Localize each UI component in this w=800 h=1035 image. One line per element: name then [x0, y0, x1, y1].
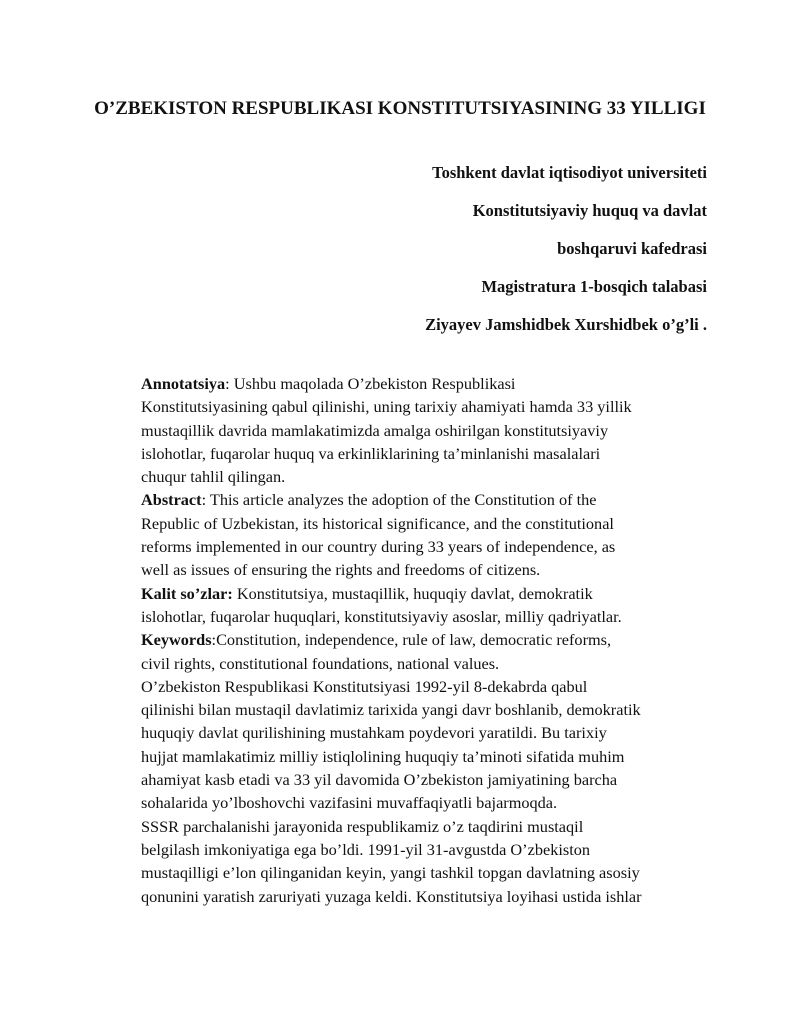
abstract-paragraph: [141, 488, 721, 581]
paper-body: [141, 372, 721, 908]
affiliation-status: Magistratura 1-bosqich talabasi: [481, 277, 707, 296]
body-line: qonunini yaratish zaruriyati yuzaga keldi. Konstitutsiya loyihasi ustida ishlar: [141, 886, 642, 906]
paper-title: O’ZBEKISTON RESPUBLIKASI KONSTITUTSIYASINING 33 YILLIGI: [94, 98, 706, 119]
keywords-line: civil rights, constitutional foundations, national values.: [141, 653, 500, 673]
annotation-line: Konstitutsiyasining qabul qilinishi, uning tarixiy ahamiyati hamda 33 yillik: [141, 397, 632, 417]
annotation-line: islohotlar, fuqarolar huquq va erkinliklarining ta’minlanishi masalalari: [141, 443, 601, 463]
body-line: ahamiyat kasb etadi va 33 yil davomida O’zbekiston jamiyatining barcha: [141, 770, 618, 790]
annotation-line: Annotatsiya: Ushbu maqolada O’zbekiston Respublikasi: [141, 374, 516, 393]
kalit-sozlar-line: islohotlar, fuqarolar huquqlari, konstitutsiyaviy asoslar, milliy qadriyatlar.: [141, 606, 622, 626]
keywords-paragraph: [141, 628, 721, 675]
kalit-sozlar-line: Kalit so’zlar: Konstitutsiya, mustaqillik, huquqiy davlat, demokratik: [141, 583, 593, 603]
body-line: sohalarida yo’lboshovchi vazifasini muvaffaqiyatli bajarmoqda.: [141, 793, 558, 813]
body-line: qilinishi bilan mustaqil davlatimiz tarixida yangi davr boshlanib, demokratik: [141, 700, 641, 720]
keywords-label: Keywords: [141, 630, 212, 650]
affiliation-department-line-2: boshqaruvi kafedrasi: [557, 239, 707, 258]
keywords-line: Keywords:Constitution, independence, rule of law, democratic reforms,: [141, 630, 612, 650]
body-line: SSSR parchalanishi jarayonida respublikamiz o’z taqdirini mustaqil: [141, 816, 584, 836]
abstract-line: Abstract: This article analyzes the adoption of the Constitution of the: [141, 490, 597, 510]
body-paragraph-2: [141, 815, 721, 908]
annotation-label: Annotatsiya: [141, 374, 226, 393]
annotation-line: mustaqillik davrida mamlakatimizda amalga oshirilgan konstitutsiyaviy: [141, 420, 609, 440]
body-line: huquqiy davlat qurilishining mustahkam poydevori yaratildi. Bu tarixiy: [141, 723, 607, 743]
body-paragraph-1: [141, 675, 721, 815]
abstract-line: Republic of Uzbekistan, its historical significance, and the constitutional: [141, 513, 614, 533]
affiliation-university: Toshkent davlat iqtisodiyot universiteti: [432, 163, 707, 182]
author-name: Ziyayev Jamshidbek Xurshidbek o’g’li .: [425, 315, 707, 334]
kalit-sozlar-label: Kalit so’zlar:: [141, 583, 233, 603]
affiliation-department-line-1: Konstitutsiyaviy huquq va davlat: [472, 201, 707, 220]
body-line: O’zbekiston Respublikasi Konstitutsiyasi 1992-yil 8-dekabrda qabul: [141, 676, 588, 696]
abstract-label: Abstract: [141, 490, 202, 510]
kalit-sozlar-paragraph: [141, 582, 721, 629]
abstract-line: reforms implemented in our country during 33 years of independence, as: [141, 537, 616, 557]
body-line: mustaqilligi e’lon qilinganidan keyin, yangi tashkil topgan davlatning asosiy: [141, 863, 640, 883]
annotation-paragraph: [141, 372, 721, 488]
abstract-line: well as issues of ensuring the rights and freedoms of citizens.: [141, 560, 541, 580]
body-line: belgilash imkoniyatiga ega bo’ldi. 1991-yil 31-avgustda O’zbekiston: [141, 839, 590, 859]
body-line: hujjat mamlakatimiz milliy istiqlolining huquqiy ta’minoti sifatida muhim: [141, 746, 625, 766]
annotation-line: chuqur tahlil qilingan.: [141, 467, 286, 487]
